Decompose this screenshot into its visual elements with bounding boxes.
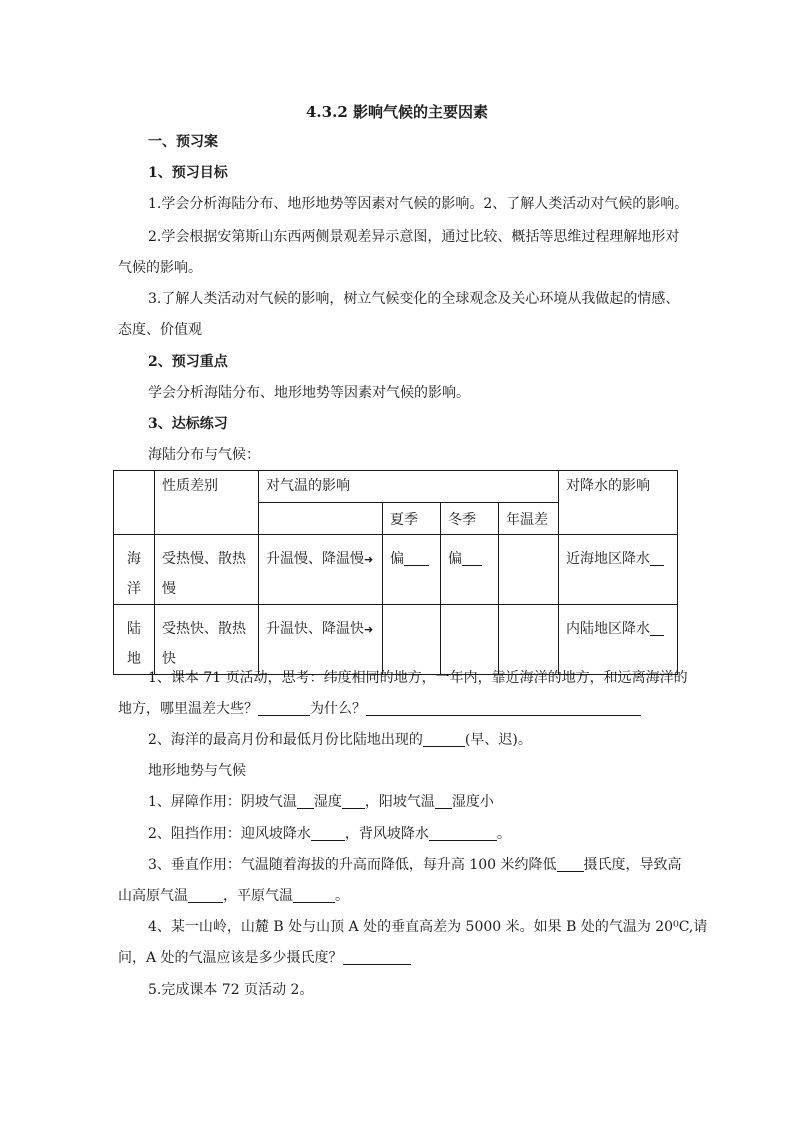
goal-1: 1.学会分析海陆分布、地形地势等因素对气候的影响。2、了解人类活动对气候的影响。 — [148, 196, 689, 212]
terrain-3-text-end: 摄氏度，导致高 — [583, 857, 682, 873]
blank-field[interactable] — [423, 731, 465, 747]
section-heading-preview: 一、预习案 — [148, 134, 218, 150]
blank-field[interactable] — [435, 793, 452, 809]
ocean-temp-effect — [259, 535, 383, 605]
terrain-3-plain: ，平原气温 — [223, 888, 293, 904]
blank-field[interactable] — [297, 793, 314, 809]
table-corner-cell — [114, 471, 155, 535]
row-label-land — [114, 605, 155, 675]
terrain-1-sunny: ，阳坡气温 — [364, 794, 435, 810]
header-precipitation-effect: 对降水的影响 — [559, 471, 678, 535]
terrain-item-5: 5.完成课本 72 页活动 2。 — [148, 982, 314, 998]
land-property-line1: 受热快、散热 — [162, 621, 246, 637]
blank-field[interactable] — [311, 825, 345, 841]
blank-field[interactable] — [342, 793, 365, 809]
ocean-property-line1: 受热慢、散热 — [162, 551, 246, 567]
subheading-goals: 1、预习目标 — [148, 165, 228, 181]
ocean-annual-range[interactable] — [499, 535, 559, 605]
subheading-practice: 3、达标练习 — [148, 416, 228, 432]
header-summer: 夏季 — [383, 503, 441, 535]
land-precip — [559, 605, 678, 675]
row-label-land-2: 地 — [127, 651, 141, 667]
ocean-precip-text: 近海地区降水 — [566, 551, 650, 567]
terrain-2-text: 2、阻挡作用：迎风坡降水 — [148, 826, 311, 842]
question-1-line1: 1、课本 71 页活动，思考：纬度相同的地方，一年内，靠近海洋的地方，和远离海洋的 — [148, 670, 688, 686]
terrain-item-3-line1 — [148, 855, 682, 875]
ocean-summer — [383, 535, 441, 605]
terrain-3-end: 。 — [335, 888, 349, 904]
blank-field[interactable] — [293, 887, 335, 903]
header-temperature-effect: 对气温的影响 — [259, 471, 559, 503]
land-annual-range[interactable] — [499, 605, 559, 675]
blank-field[interactable] — [429, 825, 497, 841]
ocean-summer-text: 偏 — [390, 551, 404, 567]
terrain-3-text: 3、垂直作用：气温随着海拔的升高而降低，每升高 100 米约降低 — [148, 857, 557, 873]
blank-field[interactable] — [404, 550, 429, 566]
terrain-2-end: 。 — [496, 826, 511, 842]
ocean-precip — [559, 535, 678, 605]
goal-2-line2: 气候的影响。 — [118, 260, 202, 276]
ocean-winter-text: 偏 — [448, 551, 462, 567]
land-temp-effect — [259, 605, 383, 675]
question-2 — [148, 730, 532, 750]
terrain-item-1 — [148, 792, 494, 812]
document-title: 4.3.2 影响气候的主要因素 — [306, 103, 488, 121]
question-2-text: 2、海洋的最高月份和最低月份比陆地出现的 — [148, 732, 423, 748]
blank-field[interactable] — [188, 887, 223, 903]
ocean-property-line2: 慢 — [162, 581, 176, 597]
question-1-why: 为什么？ — [310, 701, 366, 717]
arrow-icon: ➜ — [364, 623, 374, 636]
terrain-4-question: 问，A 处的气温应该是多少摄氏度？ — [118, 950, 343, 966]
land-property — [155, 605, 259, 675]
row-label-land-1: 陆 — [127, 621, 141, 637]
blank-field[interactable] — [258, 700, 310, 716]
row-label-ocean-2: 洋 — [127, 581, 141, 597]
header-winter: 冬季 — [441, 503, 499, 535]
terrain-3-highland: 山高原气温 — [118, 888, 188, 904]
goal-3-line1: 3.了解人类活动对气候的影响，树立气候变化的全球观念及关心环境从我做起的情感、 — [148, 291, 680, 307]
question-2-options: (早、迟)。 — [464, 732, 532, 748]
ocean-temp-text: 升温慢、降温慢 — [266, 551, 364, 567]
ocean-property — [155, 535, 259, 605]
table-caption: 海陆分布与气候： — [148, 447, 260, 463]
terrain-item-4-line2 — [118, 948, 411, 968]
terrain-item-4-line1: 4、某一山岭，山麓 B 处与山顶 A 处的垂直高差为 5000 米。如果 B 处的气温为 20⁰C,请 — [148, 919, 708, 935]
terrain-item-3-line2 — [118, 886, 349, 906]
arrow-icon: ➜ — [364, 553, 374, 566]
question-1-line2 — [118, 699, 641, 719]
land-precip-text: 内陆地区降水 — [566, 621, 650, 637]
terrain-2-leeward: ，背风坡降水 — [344, 826, 429, 842]
blank-field[interactable] — [650, 620, 664, 636]
terrain-1-end: 湿度小 — [451, 794, 494, 810]
goal-2-line1: 2.学会根据安第斯山东西两侧景观差异示意图，通过比较、概括等思维过程理解地形对 — [148, 229, 680, 245]
blank-field[interactable] — [462, 550, 482, 566]
land-property-line2: 快 — [162, 651, 176, 667]
subheading-focus: 2、预习重点 — [148, 354, 228, 370]
ocean-winter — [441, 535, 499, 605]
blank-field[interactable] — [366, 700, 641, 716]
goal-3-line2: 态度、价值观 — [118, 322, 202, 338]
temp-subcell-blank — [259, 503, 383, 535]
blank-field[interactable] — [343, 949, 411, 965]
row-label-ocean — [114, 535, 155, 605]
terrain-item-2 — [148, 824, 511, 844]
blank-field[interactable] — [650, 550, 664, 566]
terrain-1-text: 1、屏障作用：阴坡气温 — [148, 794, 297, 810]
question-1-where: 地方，哪里温差大些？ — [118, 701, 258, 717]
land-winter[interactable] — [441, 605, 499, 675]
land-summer[interactable] — [383, 605, 441, 675]
land-sea-climate-table — [113, 470, 678, 675]
header-annual-range: 年温差 — [499, 503, 559, 535]
row-label-ocean-1: 海 — [127, 551, 141, 567]
section-terrain-heading: 地形地势与气候 — [148, 763, 246, 779]
terrain-1-humidity: 湿度 — [313, 794, 342, 810]
land-temp-text: 升温快、降温快 — [266, 621, 364, 637]
header-property: 性质差别 — [155, 471, 259, 535]
focus-text: 学会分析海陆分布、地形地势等因素对气候的影响。 — [148, 385, 470, 401]
blank-field[interactable] — [557, 856, 584, 872]
